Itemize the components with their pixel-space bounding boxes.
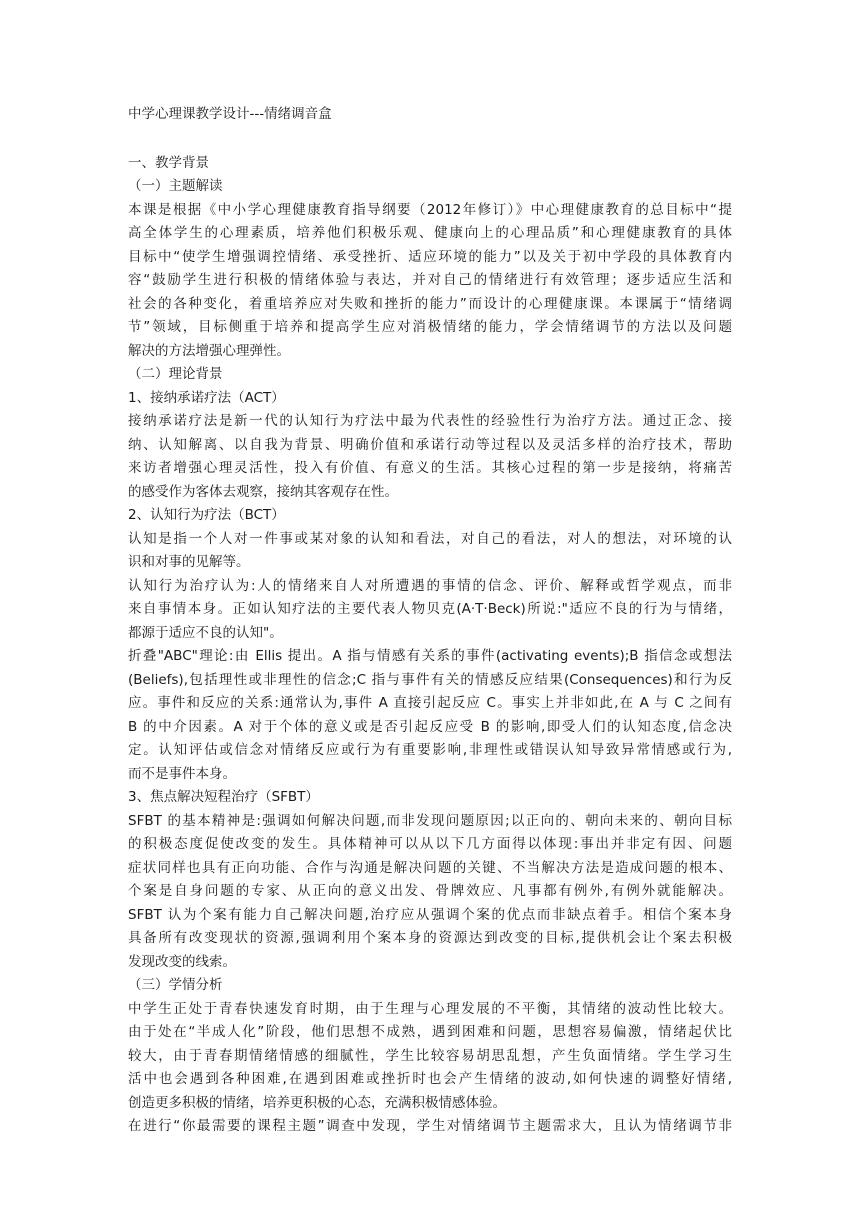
text-line: 而不是事件本身。 (128, 765, 236, 782)
text-line: 症状同样也具有正向功能、合作与沟通是解决问题的关键、不当解决方法是造成问题的根本、 (128, 859, 732, 876)
text-line: 目标中“使学生增强调控情绪、承受挫折、适应环境的能力”以及关于初中学段的具体教育内 (128, 248, 732, 265)
text-line: 来访者增强心理灵活性，投入有价值、有意义的生活。其核心过程的第一步是接纳，将痛苦 (128, 460, 732, 476)
text-line: 具备所有改变现状的资源,强调利用个案本身的资源达到改变的目标,提供机会让个案去积极 (128, 930, 732, 946)
text-line: 活中也会遇到各种困难,在遇到困难或挫折时也会产生情绪的波动,如何快速的调整好情绪, (128, 1071, 732, 1087)
text-line: 的积极态度促使改变的发生。具体精神可以从以下几方面得以体现:事出并非定有因、问题 (128, 836, 732, 852)
document-title: 中学心理课教学设计---情绪调音盒 (128, 106, 332, 122)
text-line: （二）理论背景 (128, 366, 223, 382)
text-line: 高全体学生的心理素质，培养他们积极乐观、健康向上的心理品质”和心理健康教育的具体 (128, 225, 732, 241)
text-line: 接纳承诺疗法是新一代的认知行为疗法中最为代表性的经验性行为治疗方法。通过正念、接 (128, 413, 732, 429)
text-line: 折叠"ABC"理论:由 Ellis 提出。A 指与情感有关系的事件(activating events);B 指信念或想法 (128, 648, 732, 664)
text-line: 纳、认知解离、以自我为背景、明确价值和承诺行动等过程以及灵活多样的治疗技术，帮助 (128, 436, 732, 453)
text-line: 都源于适应不良的认知"。 (128, 624, 283, 641)
text-line: 一、教学背景 (128, 154, 209, 171)
text-line: 由于处在“半成人化”阶段，他们思想不成熟，遇到困难和问题，思想容易偏激，情绪起伏比 (128, 1024, 732, 1040)
text-line: 在进行“你最需要的课程主题”调查中发现，学生对情绪调节主题需求大，且认为情绪调节非 (128, 1118, 732, 1134)
text-line: 创造更多积极的情绪，培养更积极的心态，充满积极情感体验。 (128, 1094, 506, 1111)
text-line: 应。事件和反应的关系:通常认为,事件 A 直接引起反应 C。事实上并非如此,在 A 与 C 之间有 (128, 695, 732, 711)
text-line: 识和对事的见解等。 (128, 554, 250, 570)
text-line: 中学生正处于青春快速发育时期，由于生理与心理发展的不平衡，其情绪的波动性比较大。 (128, 1000, 732, 1017)
text-line: 容“鼓励学生进行积极的情绪体验与表达，并对自己的情绪进行有效管理；逐步适应生活和 (128, 272, 732, 288)
text-line: 2、认知行为疗法（BCT） (128, 507, 285, 523)
text-line: (Beliefs),包括理性或非理性的信念;C 指与事件有关的情感反应结果(Consequences)和行为反 (128, 671, 732, 688)
text-line: 来自事情本身。正如认知疗法的主要代表人物贝克(A·T·Beck)所说:"适应不良的行为与情绪， (128, 601, 732, 617)
text-line: 1、接纳承诺疗法（ACT） (128, 389, 285, 406)
text-line: 解决的方法增强心理弹性。 (128, 342, 290, 359)
text-line: （一）主题解读 (128, 178, 223, 194)
text-line: 认知行为治疗认为:人的情绪来自人对所遭遇的事情的信念、评价、解释或哲学观点，而非 (128, 577, 732, 594)
text-line: 3、焦点解决短程治疗（SFBT） (128, 789, 319, 805)
text-line: 节”领域，目标侧重于培养和提高学生应对消极情绪的能力，学会情绪调节的方法以及问题 (128, 319, 732, 335)
text-line: SFBT 认为个案有能力自己解决问题,治疗应从强调个案的优点而非缺点着手。相信个案本身 (128, 906, 732, 923)
text-line: 发现改变的线索。 (128, 953, 236, 970)
text-line: （三）学情分析 (128, 977, 223, 993)
text-line: 本课是根据《中小学心理健康教育指导纲要（2012年修订）》中心理健康教育的总目标中“提 (128, 201, 732, 218)
text-line: 定。认知评估或信念对情绪反应或行为有重要影响,非理性或错误认知导致异常情感或行为, (128, 742, 732, 758)
document-page (128, 103, 732, 1139)
text-line: 的感受作为客体去观察，接纳其客观存在性。 (128, 483, 398, 500)
text-line: 个案是自身问题的专家、从正向的意义出发、骨牌效应、凡事都有例外,有例外就能解决。 (128, 883, 732, 899)
text-line: B 的中介因素。A 对于个体的意义或是否引起反应受 B 的影响,即受人们的认知态度,信念决 (128, 718, 732, 735)
text-line: 较大，由于青春期情绪情感的细腻性，学生比较容易胡思乱想，产生负面情绪。学生学习生 (128, 1047, 732, 1064)
text-line: 认知是指一个人对一件事或某对象的认知和看法，对自己的看法，对人的想法，对环境的认 (128, 530, 732, 547)
text-line: 社会的各种变化，着重培养应对失败和挫折的能力”而设计的心理健康课。本课属于“情绪调 (128, 295, 732, 312)
document-body (128, 152, 732, 1139)
text-line: SFBT 的基本精神是:强调如何解决问题,而非发现问题原因;以正向的、朝向未来的、朝向目标 (128, 812, 732, 829)
